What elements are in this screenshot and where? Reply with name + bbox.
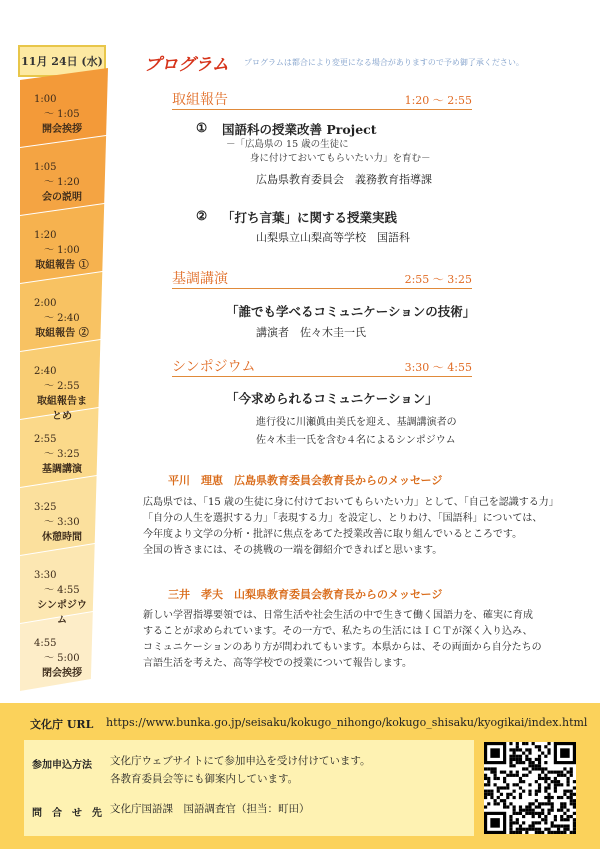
message2-line: 新しい学習指導要領では、日常生活や社会生活の中で生きて働く国語力を、確実に育成 xyxy=(143,610,533,621)
timeline-time: 3:25 xyxy=(34,502,57,513)
symposium-heading-row xyxy=(172,356,472,377)
report-heading: 取組報告 xyxy=(172,92,228,108)
timeline-time: 2:55 xyxy=(34,434,57,445)
apply-line1: 文化庁ウェブサイトにて参加申込を受け付けています。 xyxy=(110,755,371,767)
report-item1-org: 広島県教育委員会 義務教育指導課 xyxy=(256,173,432,186)
timeline-item xyxy=(20,154,104,205)
message1-line: 「自分の人生を選択する力」「表現する力」を設定し、とりわけ、「国語科」については、 xyxy=(143,513,543,524)
program-note: プログラムは都合により変更になる場合がありますので予め御了承ください。 xyxy=(244,58,524,67)
timeline-time: ～ 1:00 xyxy=(34,245,80,256)
message2-line: することが求められています。その一方で、私たちの生活にはＩＣＴが深く入り込み、 xyxy=(143,626,533,637)
report-item2-num: ② xyxy=(196,208,208,223)
message2-line: コミュニケーションのあり方が問われてもいます。本県からは、その両面から自分たちの xyxy=(143,642,542,653)
symposium-desc2: 佐々木圭一氏を含む４名によるシンポジウム xyxy=(256,435,456,446)
symposium-heading: シンポジウム xyxy=(172,359,256,375)
message1-line: 全国の皆さまには、その挑戦の一端を御紹介できればと思います。 xyxy=(143,545,443,556)
timeline-item xyxy=(20,426,104,477)
apply-label: 参加申込方法 xyxy=(32,760,92,771)
message1-line: 今年度より文学の分析・批評に焦点をあてた授業改善に取り組んでいるところです。 xyxy=(143,529,523,540)
info-box xyxy=(24,740,474,836)
bunka-url-link[interactable]: https://www.bunka.go.jp/seisaku/kokugo_nihongo/kokugo_shisaku/kyogikai/index.html xyxy=(106,716,588,729)
timeline-item xyxy=(20,562,104,628)
program-title: プログラム xyxy=(144,55,229,75)
message1-line: 広島県では、「15 歳の生徒に身に付けておいてもらいたい力」として、「自己を認識する力」 xyxy=(143,497,559,508)
keynote-heading: 基調講演 xyxy=(172,271,228,287)
report-item1-title: 国語科の授業改善 Project xyxy=(222,122,377,137)
url-label: 文化庁 URL xyxy=(30,718,94,731)
timeline-time: ～ 1:20 xyxy=(34,177,80,188)
keynote-time: 2:55 ～ 3:25 xyxy=(404,273,472,286)
report-item1-sub1: －「広島県の 15 歳の生徒に xyxy=(226,139,349,150)
timeline-label: シンポジウム xyxy=(37,600,87,626)
timeline-label: 会の説明 xyxy=(42,192,82,203)
symposium-desc1: 進行役に川瀬眞由美氏を迎え、基調講演者の xyxy=(256,417,457,428)
message2-heading: 三井 孝夫 山梨県教育委員会教育長からのメッセージ xyxy=(168,588,443,601)
timeline-label: 取組報告 ② xyxy=(35,328,89,339)
timeline-time: ～ 2:55 xyxy=(34,381,80,392)
report-heading-row xyxy=(172,89,472,110)
contact-text: 文化庁国語課 国語調査官（担当：町田） xyxy=(110,803,310,815)
timeline-time: ～ 2:40 xyxy=(34,313,80,324)
message1-body xyxy=(143,495,593,559)
timeline-time: ～ 3:25 xyxy=(34,449,80,460)
symposium-time: 3:30 ～ 4:55 xyxy=(404,361,472,374)
timeline-label: 基調講演 xyxy=(42,464,82,475)
qr-code-icon[interactable] xyxy=(484,742,576,834)
message1-heading: 平川 理恵 広島県教育委員会教育長からのメッセージ xyxy=(168,474,443,487)
timeline-time: ～ 3:30 xyxy=(34,517,80,528)
message2-body xyxy=(143,608,593,672)
timeline-time: 2:00 xyxy=(34,298,57,309)
timeline-item xyxy=(20,222,104,273)
apply-line2: 各教育委員会等にも御案内しています。 xyxy=(110,773,299,785)
timeline-time: 3:30 xyxy=(34,570,57,581)
keynote-heading-row xyxy=(172,268,472,289)
report-item2-org: 山梨県立山梨高等学校 国語科 xyxy=(256,231,410,244)
timeline-time: ～ 5:00 xyxy=(34,653,80,664)
timeline-label: 開会挨拶 xyxy=(42,124,82,135)
report-item1-num: ① xyxy=(196,120,208,135)
report-item1-sub2: 身に付けておいてもらいたい力」を育む－ xyxy=(250,153,431,164)
timeline-item xyxy=(20,290,104,341)
keynote-title: 「誰でも学べるコミュニケーションの技術」 xyxy=(226,304,476,319)
timeline-item xyxy=(20,494,104,545)
timeline-time: 1:20 xyxy=(34,230,57,241)
timeline-item xyxy=(20,358,104,424)
timeline-time: 1:00 xyxy=(34,94,57,105)
message2-line: 言語生活を考えた、高等学校での授業について報告します。 xyxy=(143,658,412,669)
timeline-time: ～ 1:05 xyxy=(34,109,80,120)
report-item2-title: 「打ち言葉」に関する授業実践 xyxy=(222,210,398,225)
timeline-item xyxy=(20,86,104,137)
timeline-time: 2:40 xyxy=(34,366,57,377)
timeline-time: ～ 4:55 xyxy=(34,585,80,596)
contact-label: 問 合 せ 先 xyxy=(32,808,102,819)
report-time: 1:20 ～ 2:55 xyxy=(404,94,472,107)
timeline-item xyxy=(20,630,104,681)
timeline-label: 取組報告まとめ xyxy=(37,396,87,422)
timeline-date: 11月 24日 (水) xyxy=(18,45,106,77)
timeline-label: 休憩時間 xyxy=(42,532,82,543)
symposium-title: 「今求められるコミュニケーション」 xyxy=(226,391,438,406)
timeline-time: 1:05 xyxy=(34,162,57,173)
timeline-label: 取組報告 ① xyxy=(35,260,89,271)
timeline-label: 閉会挨拶 xyxy=(42,668,82,679)
keynote-speaker: 講演者 佐々木圭一氏 xyxy=(256,326,366,339)
timeline-time: 4:55 xyxy=(34,638,57,649)
